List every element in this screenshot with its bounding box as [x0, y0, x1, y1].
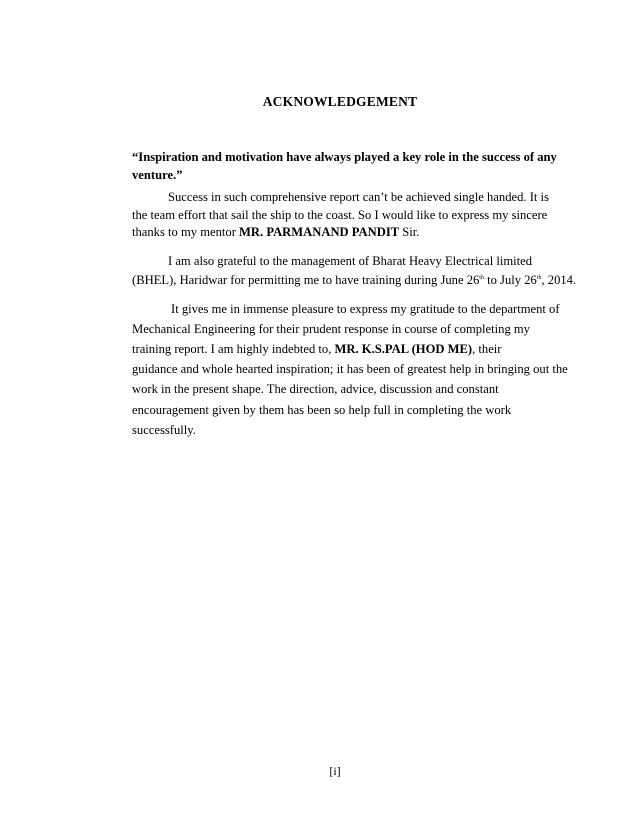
para2-line-1: I am also grateful to the management of Bharat Heavy Electrical limited [168, 254, 533, 268]
para1-line-1: Success in such comprehensive report can’t be achieved single handed. It is [168, 190, 549, 204]
para1-line-2: the team effort that sail the ship to the coast. So I would like to express my sincere [132, 208, 548, 222]
para3-line-4: guidance and whole hearted inspiration; it has been of greatest help in bringing out the [132, 362, 568, 376]
mentor-name: MR. PARMANAND PANDIT [239, 225, 400, 239]
para3-line-1: It gives me in immense pleasure to express my gratitude to the department of [171, 302, 560, 316]
para2-line-2-text-c: , 2014. [541, 273, 577, 287]
para3-line-5: work in the present shape. The direction, advice, discussion and constant [132, 382, 499, 396]
para2-line-2-text-b: to July 26 [483, 273, 537, 287]
page-number: [i] [329, 764, 341, 778]
superscript-th: th [536, 275, 542, 281]
quote-line-1: “Inspiration and motivation have always played a key role in the success of any [132, 150, 557, 164]
para3-line-3 [132, 342, 502, 356]
superscript-th: th [479, 275, 484, 281]
para1-line-3 [132, 225, 419, 239]
para2-line-2 [132, 273, 576, 287]
para3-line-3-suffix: , their [472, 342, 502, 356]
para3-line-7: successfully. [132, 423, 196, 437]
hod-name: MR. K.S.PAL (HOD ME) [334, 342, 473, 356]
para3-line-2: Mechanical Engineering for their prudent response in course of completing my [132, 322, 530, 336]
para1-line-3-suffix: Sir. [399, 225, 420, 239]
quote-line-2: venture.” [132, 168, 183, 182]
para3-line-6: encouragement given by them has been so help full in completing the work [132, 403, 512, 417]
page-title: ACKNOWLEDGEMENT [262, 94, 418, 109]
para1-line-3-text: thanks to my mentor [132, 225, 240, 239]
para3-line-3-text: training report. I am highly indebted to, [132, 342, 335, 356]
para2-line-2-text-a: (BHEL), Haridwar for permitting me to have training during June 26 [132, 273, 480, 287]
